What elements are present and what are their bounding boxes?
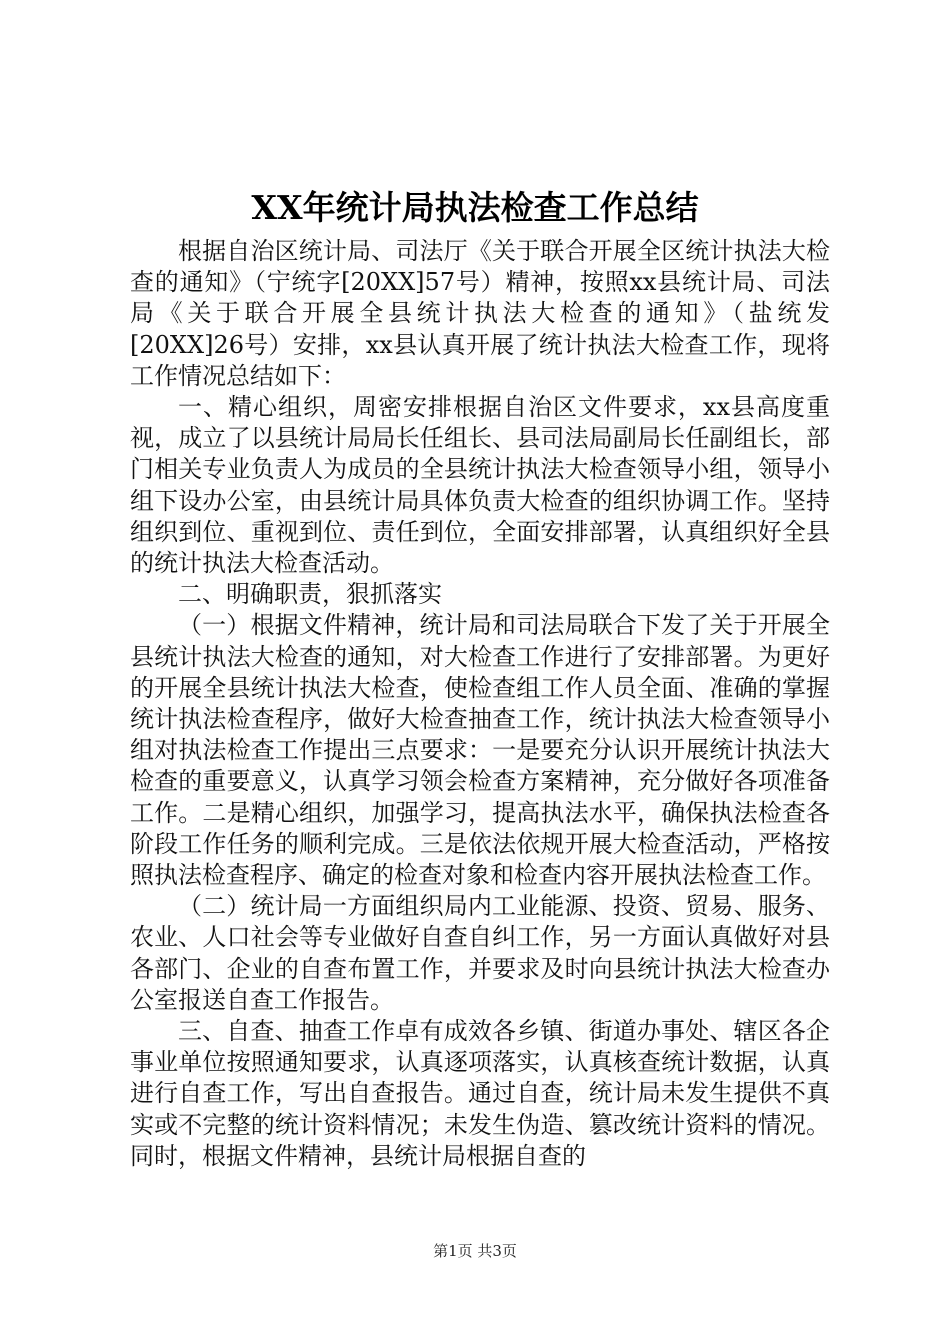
page-number-footer: 第1页 共3页 bbox=[433, 1242, 517, 1260]
paragraph-section-2-item-1: （一）根据文件精神，统计局和司法局联合下发了关于开展全县统计执法大检查的通知，对大检查工作进行了安排部署。为更好的开展全县统计执法大检查，使检查组工作人员全面、准确的掌握统计执法检查程序，做好大检查抽查工作，统计执法大检查领导小组对执法检查工作提出三点要求：一是要充分认识开展统计执法大检查的重要意义，认真学习领会检查方案精神，充分做好各项准备工作。二是精心组织，加强学习，提高执法水平，确保执法检查各阶段工作任务的顺利完成。三是依法依规开展大检查活动，严格按照执法检查程序、确定的检查对象和检查内容开展执法检查工作。 bbox=[130, 611, 830, 890]
document-body bbox=[130, 236, 830, 1172]
document-title: XX年统计局执法检查工作总结 bbox=[251, 188, 699, 227]
paragraph-section-2-item-2: （二）统计局一方面组织局内工业能源、投资、贸易、服务、农业、人口社会等专业做好自查自纠工作，另一方面认真做好对县各部门、企业的自查布置工作，并要求及时向县统计执法大检查办公室报送自查工作报告。 bbox=[130, 892, 830, 1014]
paragraph-section-3: 三、自查、抽查工作卓有成效各乡镇、街道办事处、辖区各企事业单位按照通知要求，认真逐项落实，认真核查统计数据，认真进行自查工作，写出自查报告。通过自查，统计局未发生提供不真实或不完整的统计资料情况；未发生伪造、篡改统计资料的情况。同时，根据文件精神，县统计局根据自查的 bbox=[130, 1017, 830, 1170]
paragraph-section-1: 一、精心组织，周密安排根据自治区文件要求，xx县高度重视，成立了以县统计局局长任组长、县司法局副局长任副组长，部门相关专业负责人为成员的全县统计执法大检查领导小组，领导小组下设办公室，由县统计局具体负责大检查的组织协调工作。坚持组织到位、重视到位、责任到位，全面安排部署，认真组织好全县的统计执法大检查活动。 bbox=[130, 393, 830, 578]
paragraph-section-2-heading: 二、明确职责，狠抓落实 bbox=[178, 580, 442, 609]
paragraph-intro: 根据自治区统计局、司法厅《关于联合开展全区统计执法大检查的通知》（宁统字[20XX]57号）精神，按照xx县统计局、司法局《关于联合开展全县统计执法大检查的通知》（盐统发[20XX]26号）安排，xx县认真开展了统计执法大检查工作，现将工作情况总结如下： bbox=[130, 237, 830, 390]
